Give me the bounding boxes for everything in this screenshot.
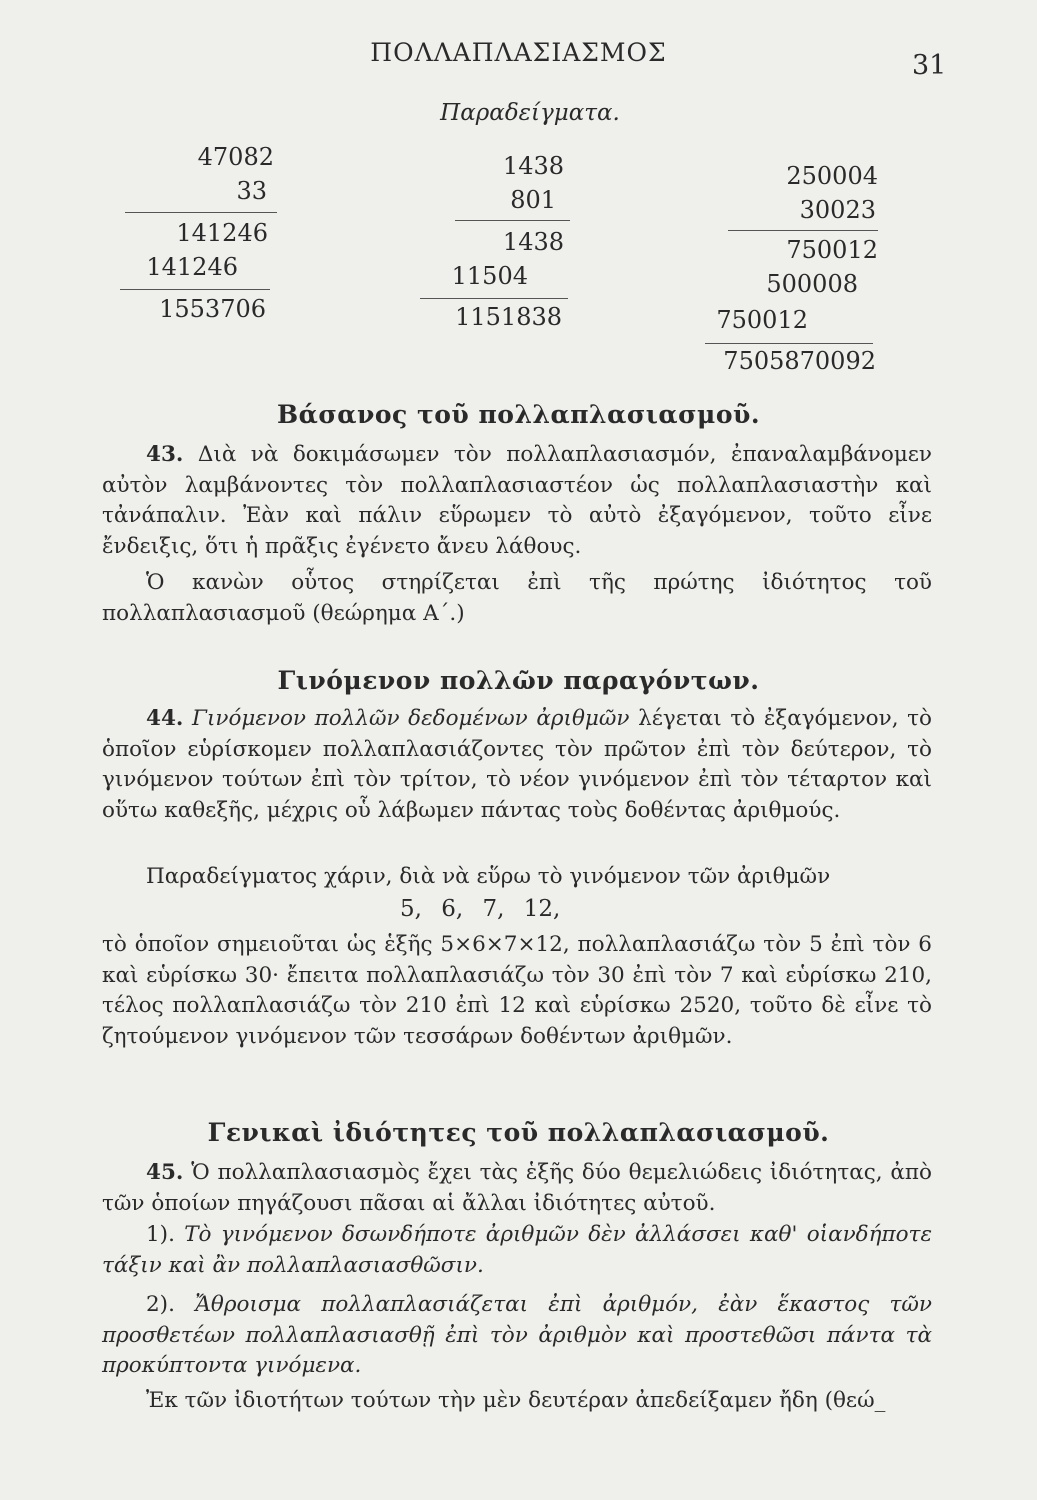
section-44-heading: Γινόμενον πολλῶν παραγόντων. (277, 666, 760, 695)
section-45-heading: Γενικαὶ ἰδιότητες τοῦ πολλαπλασιασμοῦ. (207, 1118, 830, 1147)
partial-product: 1438 (502, 228, 564, 256)
example-text: τὸ ὁποῖον σημειοῦται ὡς ἑξῆς 5×6×7×12, πολλαπλασιάζω τὸν 5 ἐπὶ τὸν 6 καὶ εὑρίσκω 30· ἔπειτα πολλαπλασιάζω τὸν 30 ἐπὶ τὸν 7 καὶ εὑρίσκω 210, τέλος πολλαπλασιάζω τὸν 210 ἐπὶ 12 καὶ εὑρίσκω 2520, τοῦτο δὲ εἶνε τὸ ζητούμενον γινόμενον τῶν τεσσάρων δοθέντων ἀριθμῶν. (102, 932, 932, 1049)
partial-product: 500008 (766, 270, 858, 298)
rule (705, 343, 873, 344)
product: 1151838 (455, 303, 562, 331)
closing-text: Ἐκ τῶν ἰδιοτήτων τούτων τὴν μὲν δευτέραν ἀπεδείξαμεν ἤδη (θεώ_ (146, 1388, 886, 1413)
closing-paragraph (102, 1386, 932, 1417)
section-44-paragraph (102, 704, 932, 826)
section-number: 45. (146, 1160, 184, 1185)
property-2-label: 2). (146, 1292, 175, 1317)
section-43-text-2: Ὁ κανὼν οὗτος στηρίζεται ἐπὶ τῆς πρώτης ἰδιότητος τοῦ πολλαπλασιασμοῦ (θεώρημα Α΄.) (102, 570, 932, 626)
partial-product: 750012 (716, 306, 808, 334)
rule (455, 220, 570, 221)
property-1 (102, 1220, 932, 1281)
multiplier: 801 (510, 186, 556, 214)
examples-label: Παραδείγματα. (440, 100, 620, 126)
rule (420, 298, 568, 299)
partial-product: 11504 (451, 262, 528, 290)
section-number: 44. (146, 706, 184, 731)
page-header-title: ΠΟΛΛΑΠΛΑΣΙΑΣΜΟΣ (370, 38, 667, 67)
multiplicand: 1438 (502, 152, 564, 180)
partial-product: 750012 (786, 236, 878, 264)
partial-product: 141246 (176, 219, 268, 247)
multiplier: 33 (236, 177, 267, 205)
rule (125, 212, 277, 213)
example-intro-text: Παραδείγματος χάριν, διὰ νὰ εὕρω τὸ γινόμενον τῶν ἀριθμῶν (146, 864, 831, 889)
rule (728, 230, 878, 231)
section-44-text: λέγεται τὸ ἐξαγόμενον, τὸ ὁποῖον εὑρίσκομεν πολλαπλασιάζοντες τὸν πρῶτον ἐπὶ τὸν δεύτερον, τὸ γινόμενον τούτων ἐπὶ τὸν τρίτον, τὸ νέον γινόμενον ἐπὶ τὸν τέταρτον καὶ οὕτω καθεξῆς, μέχρις οὗ λάβωμεν πάντας τοὺς δοθέντας ἀριθμούς. (102, 706, 933, 823)
multiplicand: 250004 (786, 162, 878, 190)
product: 7505870092 (723, 347, 876, 375)
factors-list: 5, 6, 7, 12, (400, 896, 561, 922)
property-1-text: Τὸ γινόμενον δσωνδήποτε ἀριθμῶν δὲν ἀλλάσσει καθ' οἱανδήποτε τάξιν καὶ ἂν πολλαπλασιασθῶσιν. (102, 1222, 932, 1278)
rule (120, 289, 270, 290)
page-number: 31 (912, 50, 947, 81)
defined-term: Γινόμενον πολλῶν δεδομένων ἀριθμῶν (192, 706, 630, 731)
property-1-label: 1). (146, 1222, 175, 1247)
multiplicand: 47082 (197, 143, 274, 171)
section-number: 43. (146, 442, 184, 467)
section-45-text: Ὁ πολλαπλασιασμὸς ἔχει τὰς ἑξῆς δύο θεμελιώδεις ἰδιότητας, ἀπὸ τῶν ὁποίων πηγάζουσι πᾶσαι αἱ ἄλλαι ἰδιότητες αὐτοῦ. (102, 1160, 932, 1216)
section-43-text: Διὰ νὰ δοκιμάσωμεν τὸν πολλαπλασιασμόν, ἐπαναλαμβάνομεν αὐτὸν λαμβάνοντες τὸν πολλαπλασιαστέον ὡς πολλαπλασιαστὴν καὶ τἀνάπαλιν. Ἐὰν καὶ πάλιν εὕρωμεν τὸ αὐτὸ ἐξαγόμενον, τοῦτο εἶνε ἔνδειξις, ὅτι ἡ πρᾶξις ἐγένετο ἄνευ λάθους. (102, 442, 932, 559)
property-2 (102, 1290, 932, 1382)
section-43-heading: Βάσανος τοῦ πολλαπλασιασμοῦ. (276, 400, 761, 429)
product: 1553706 (159, 295, 266, 323)
section-44-example-text (102, 930, 932, 1052)
multiplier: 30023 (799, 196, 876, 224)
section-44-example-intro (102, 862, 932, 893)
partial-product: 141246 (146, 253, 238, 281)
section-45-paragraph (102, 1158, 932, 1219)
section-43-paragraph (102, 440, 932, 562)
property-2-text: Ἄθροισμα πολλαπλασιάζεται ἐπὶ ἀριθμόν, ἐὰν ἕκαστος τῶν προσθετέων πολλαπλασιασθῇ ἐπὶ τὸν ἀριθμὸν καὶ προστεθῶσι πάντα τὰ προκύπτοντα γινόμενα. (102, 1292, 932, 1378)
section-43-paragraph-2 (102, 568, 932, 629)
